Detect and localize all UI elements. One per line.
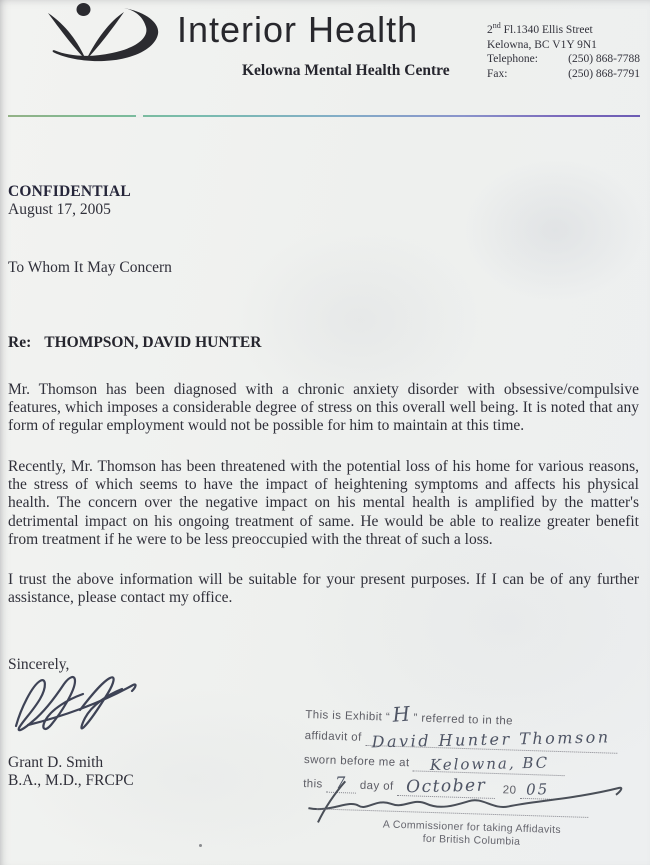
stamp-exhibit-line: This is Exhibit “H” referred to in the <box>305 701 514 728</box>
affidavit-name-blank <box>365 726 618 754</box>
signer-name: Grant D. Smith <box>8 754 104 771</box>
commissioner-title-line1: A Commissioner for taking Affidavits <box>382 818 562 837</box>
closing-salutation: Sincerely, <box>8 656 70 673</box>
salutation: To Whom It May Concern <box>8 259 172 276</box>
month-handwritten: October <box>405 775 487 798</box>
stamp-sworn-line: sworn before me at Kelowna, BC <box>304 749 566 776</box>
sworn-place-handwritten: Kelowna, BC <box>429 753 549 775</box>
interior-health-logo <box>40 1 165 67</box>
dept-name: Kelowna Mental Health Centre <box>242 62 450 79</box>
confidential-label: CONFIDENTIAL <box>8 183 131 200</box>
re-subject: THOMPSON, DAVID HUNTER <box>44 334 262 351</box>
org-name: Interior Health <box>177 9 419 50</box>
exhibit-stamp <box>301 694 646 865</box>
re-line <box>8 334 261 352</box>
address-block <box>487 19 640 82</box>
paragraph-closing: I trust the above information will be suitable for your present purposes. If I can be of any further assistance, please contact my office. <box>8 571 639 607</box>
exhibit-letter-handwritten: H <box>391 701 413 727</box>
doctor-signature <box>6 668 151 746</box>
signer-credentials: B.A., M.D., FRCPC <box>8 772 134 789</box>
address-street: 2nd Fl.1340 Ellis Street <box>487 21 593 36</box>
address-phone: Telephone: (250) 868-7788 <box>487 53 640 66</box>
commissioner-title-line2: for British Columbia <box>422 832 521 848</box>
letter-date: August 17, 2005 <box>8 201 111 218</box>
affidavit-name-handwritten: David Hunter Thomson <box>371 727 611 752</box>
header-divider <box>8 115 640 117</box>
year-handwritten: 05 <box>526 780 550 799</box>
logo-left-arm <box>48 13 86 60</box>
paragraph-housing: Recently, Mr. Thomson has been threatened with the potential loss of his home for various reasons, the stress of which seems to have the impact of heightening symptoms and affects his physical health. The concern over the negative impact on his mental health is amplified by the matter's detrimental impact on his ongoing treatment of same. He would be able to realize greater benefit from treatment if he were to be less preoccupied with the threat of such a loss. <box>8 458 639 548</box>
address-fax: Fax: (250) 868-7791 <box>487 68 640 81</box>
paragraph-diagnosis: Mr. Thomson has been diagnosed with a chronic anxiety disorder with obsessive/compulsive features, which imposes a considerable degree of stress on this overall well being. It is noted that any form of regular employment would not be possible for him to maintain at this time. <box>8 381 639 435</box>
address-city: Kelowna, BC V1Y 9N1 <box>487 38 597 51</box>
logo-head-dot <box>77 3 91 16</box>
re-label: Re: <box>8 334 32 351</box>
stamp-affidavit-line: affidavit of David Hunter Thomson <box>304 724 617 754</box>
stamp-date-line: this 7 day of October 20 05 <box>303 772 556 801</box>
day-handwritten: 7 <box>335 773 348 793</box>
header-divider-gap <box>136 114 143 118</box>
scan-speck <box>199 844 202 847</box>
